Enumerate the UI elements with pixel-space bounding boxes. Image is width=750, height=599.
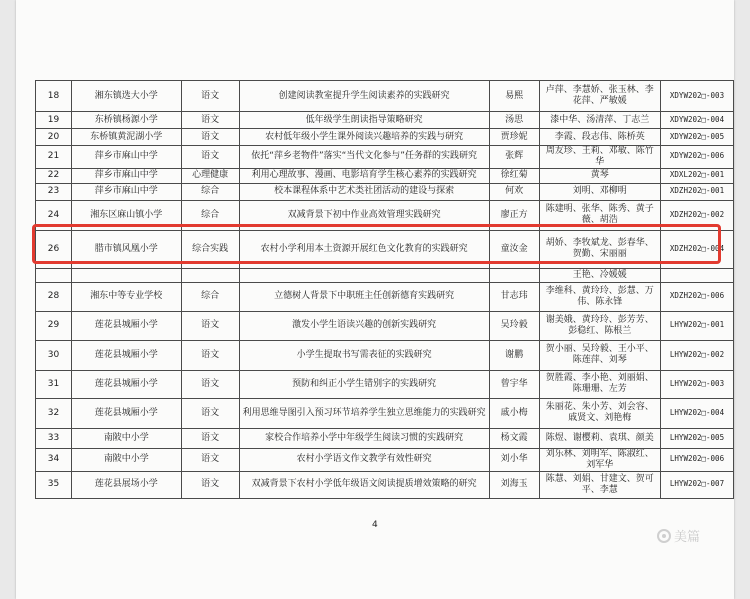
cell-number: 19 xyxy=(36,112,72,129)
table-row xyxy=(36,471,734,498)
cell-project-title: 校本课程体系中艺术类社团活动的建设与探索 xyxy=(239,183,489,200)
cell-subject: 语文 xyxy=(181,370,239,398)
cell-members: 王艳、冷媛媛 xyxy=(539,268,660,282)
cell-project-title: 小学生提取书写需表征的实践研究 xyxy=(239,340,489,370)
cell-project-title: 双减背景下初中作业高效管理实践研究 xyxy=(239,200,489,230)
cell-project-code: XDYW202□-003 xyxy=(661,81,734,112)
table-row xyxy=(36,112,734,129)
cell-leader: 张辉 xyxy=(489,146,539,169)
cell-subject xyxy=(181,268,239,282)
cell-project-code: XDZH202□-006 xyxy=(661,282,734,311)
cell-leader: 何欢 xyxy=(489,183,539,200)
cell-project-title: 创建阅读教室提升学生阅读素养的实践研究 xyxy=(239,81,489,112)
project-table xyxy=(35,80,734,499)
cell-school: 莲花县城厢小学 xyxy=(71,370,181,398)
cell-leader: 杨文霞 xyxy=(489,428,539,448)
cell-subject: 综合 xyxy=(181,200,239,230)
table-row xyxy=(36,398,734,428)
table-row xyxy=(36,146,734,169)
cell-project-code: XDZH202□-002 xyxy=(661,200,734,230)
cell-project-title: 利用心理故事、漫画、电影培育学生核心素养的实践研究 xyxy=(239,168,489,183)
table-row xyxy=(36,81,734,112)
cell-members: 谢美娥、黄玲玲、彭芳芳、彭稳红、陈根兰 xyxy=(539,311,660,340)
cell-members: 漆中华、汤清萍、丁志兰 xyxy=(539,112,660,129)
cell-members: 贺胜霞、李小艳、刘丽娟、陈珊珊、左芳 xyxy=(539,370,660,398)
cell-subject: 语文 xyxy=(181,146,239,169)
table-row xyxy=(36,200,734,230)
table-row xyxy=(36,168,734,183)
table-row xyxy=(36,311,734,340)
cell-project-title: 家校合作培养小学中年级学生阅读习惯的实践研究 xyxy=(239,428,489,448)
cell-number: 34 xyxy=(36,448,72,471)
table-row xyxy=(36,370,734,398)
cell-leader: 汤思 xyxy=(489,112,539,129)
cell-members: 刘明、邓柳明 xyxy=(539,183,660,200)
cell-project-code: LHYW202□-007 xyxy=(661,471,734,498)
cell-members: 周友珍、王莉、邓敏、陈竹华 xyxy=(539,146,660,169)
cell-subject: 语文 xyxy=(181,448,239,471)
cell-number: 21 xyxy=(36,146,72,169)
cell-project-title: 依托“萍乡老物件”落实“当代文化参与”任务群的实践研究 xyxy=(239,146,489,169)
cell-school: 萍乡市麻山中学 xyxy=(71,168,181,183)
cell-project-code xyxy=(661,268,734,282)
table-row xyxy=(36,428,734,448)
cell-number: 29 xyxy=(36,311,72,340)
cell-number xyxy=(36,268,72,282)
cell-leader: 刘海玉 xyxy=(489,471,539,498)
cell-project-title: 立德树人背景下中职班主任创新德育实践研究 xyxy=(239,282,489,311)
cell-leader: 徐红菊 xyxy=(489,168,539,183)
cell-project-title: 农村小学利用本土资源开展红色文化教育的实践研究 xyxy=(239,230,489,268)
table-row xyxy=(36,129,734,146)
cell-subject: 综合实践 xyxy=(181,230,239,268)
cell-project-title: 农村低年级小学生课外阅读兴趣培养的实践与研究 xyxy=(239,129,489,146)
cell-project-title: 双减背景下农村小学低年级语文阅读提质增效策略的研究 xyxy=(239,471,489,498)
page-number: 4 xyxy=(372,520,378,530)
table-row xyxy=(36,268,734,282)
cell-members: 陈慧、刘娟、甘建文、贺可平、李慧 xyxy=(539,471,660,498)
cell-members: 卢萍、李慧娇、张玉林、李花萍、严敏媛 xyxy=(539,81,660,112)
cell-leader: 贾珍妮 xyxy=(489,129,539,146)
cell-subject: 语文 xyxy=(181,311,239,340)
cell-school: 南陂中小学 xyxy=(71,448,181,471)
cell-project-title: 预防和纠正小学生错别字的实践研究 xyxy=(239,370,489,398)
cell-number: 20 xyxy=(36,129,72,146)
cell-subject: 综合 xyxy=(181,183,239,200)
cell-leader: 廖正方 xyxy=(489,200,539,230)
cell-school: 东桥镇杨源小学 xyxy=(71,112,181,129)
cell-school xyxy=(71,268,181,282)
table-row xyxy=(36,340,734,370)
cell-number: 18 xyxy=(36,81,72,112)
cell-subject: 语文 xyxy=(181,471,239,498)
cell-members: 贺小丽、吴玲毅、王小平、陈莲萍、刘琴 xyxy=(539,340,660,370)
cell-subject: 心理健康 xyxy=(181,168,239,183)
cell-project-code: LHYW202□-006 xyxy=(661,448,734,471)
cell-school: 东桥镇黄泥湖小学 xyxy=(71,129,181,146)
cell-leader xyxy=(489,268,539,282)
cell-project-code: XDYW202□-006 xyxy=(661,146,734,169)
cell-number: 33 xyxy=(36,428,72,448)
cell-project-title xyxy=(239,268,489,282)
cell-school: 腊市镇风凰小学 xyxy=(71,230,181,268)
cell-project-code: XDXL202□-001 xyxy=(661,168,734,183)
cell-leader: 谢鹏 xyxy=(489,340,539,370)
cell-project-title: 低年级学生朗读指导策略研究 xyxy=(239,112,489,129)
cell-members: 李维科、黄玲玲、彭慧、万伟、陈永锋 xyxy=(539,282,660,311)
cell-number: 30 xyxy=(36,340,72,370)
cell-leader: 曾宇华 xyxy=(489,370,539,398)
cell-project-title: 农村小学语文作文教学有效性研究 xyxy=(239,448,489,471)
cell-number: 24 xyxy=(36,200,72,230)
cell-school: 萍乡市麻山中学 xyxy=(71,146,181,169)
document-page xyxy=(16,0,734,599)
cell-subject: 语文 xyxy=(181,112,239,129)
cell-school: 湘东镇选大小学 xyxy=(71,81,181,112)
cell-number: 28 xyxy=(36,282,72,311)
cell-project-code: LHYW202□-001 xyxy=(661,311,734,340)
cell-leader: 吴玲毅 xyxy=(489,311,539,340)
cell-number: 31 xyxy=(36,370,72,398)
table-row xyxy=(36,230,734,268)
cell-subject: 语文 xyxy=(181,340,239,370)
cell-subject: 综合 xyxy=(181,282,239,311)
table-row xyxy=(36,183,734,200)
cell-leader: 易熙 xyxy=(489,81,539,112)
page-top-margin xyxy=(16,0,734,80)
cell-number: 26 xyxy=(36,230,72,268)
cell-number: 22 xyxy=(36,168,72,183)
cell-project-code: XDZH202□-001 xyxy=(661,183,734,200)
watermark-logo-icon xyxy=(657,529,671,543)
cell-project-code: XDYW202□-005 xyxy=(661,129,734,146)
cell-members: 胡娇、李牧斌龙、彭春华、贺勤、宋丽丽 xyxy=(539,230,660,268)
cell-school: 南陂中小学 xyxy=(71,428,181,448)
cell-project-code: XDZH202□-004 xyxy=(661,230,734,268)
cell-leader: 刘小华 xyxy=(489,448,539,471)
cell-school: 莲花县展场小学 xyxy=(71,471,181,498)
cell-subject: 语文 xyxy=(181,129,239,146)
cell-members: 李霞、段志伟、陈桥英 xyxy=(539,129,660,146)
cell-subject: 语文 xyxy=(181,81,239,112)
cell-leader: 甘志玮 xyxy=(489,282,539,311)
cell-school: 莲花县城厢小学 xyxy=(71,340,181,370)
cell-project-title: 激发小学生语读兴趣的创新实践研究 xyxy=(239,311,489,340)
cell-school: 萍乡市麻山中学 xyxy=(71,183,181,200)
cell-members: 陈建明、张华、陈秀、黄子薇、胡浩 xyxy=(539,200,660,230)
table-row xyxy=(36,282,734,311)
cell-leader: 戚小梅 xyxy=(489,398,539,428)
cell-school: 湘东中等专业学校 xyxy=(71,282,181,311)
cell-members: 黄琴 xyxy=(539,168,660,183)
cell-number: 23 xyxy=(36,183,72,200)
cell-members: 刘乐林、刘明军、陈淑红、刘军华 xyxy=(539,448,660,471)
cell-project-code: LHYW202□-004 xyxy=(661,398,734,428)
cell-members: 朱丽花、朱小芳、刘会容、戚贤文、刘艳梅 xyxy=(539,398,660,428)
cell-number: 35 xyxy=(36,471,72,498)
cell-project-title: 利用思维导图引入预习环节培养学生独立思维能力的实践研究 xyxy=(239,398,489,428)
watermark xyxy=(657,526,700,545)
cell-subject: 语文 xyxy=(181,398,239,428)
cell-leader: 童汝金 xyxy=(489,230,539,268)
cell-subject: 语文 xyxy=(181,428,239,448)
cell-project-code: LHYW202□-002 xyxy=(661,340,734,370)
cell-number: 32 xyxy=(36,398,72,428)
cell-school: 莲花县城厢小学 xyxy=(71,398,181,428)
cell-project-code: XDYW202□-004 xyxy=(661,112,734,129)
cell-project-code: LHYW202□-003 xyxy=(661,370,734,398)
cell-school: 莲花县城厢小学 xyxy=(71,311,181,340)
cell-members: 陈煜、谢樱莉、袁琪、颜美 xyxy=(539,428,660,448)
watermark-text: 美篇 xyxy=(673,530,700,545)
cell-school: 湘东区麻山镇小学 xyxy=(71,200,181,230)
table-row xyxy=(36,448,734,471)
cell-project-code: LHYW202□-005 xyxy=(661,428,734,448)
